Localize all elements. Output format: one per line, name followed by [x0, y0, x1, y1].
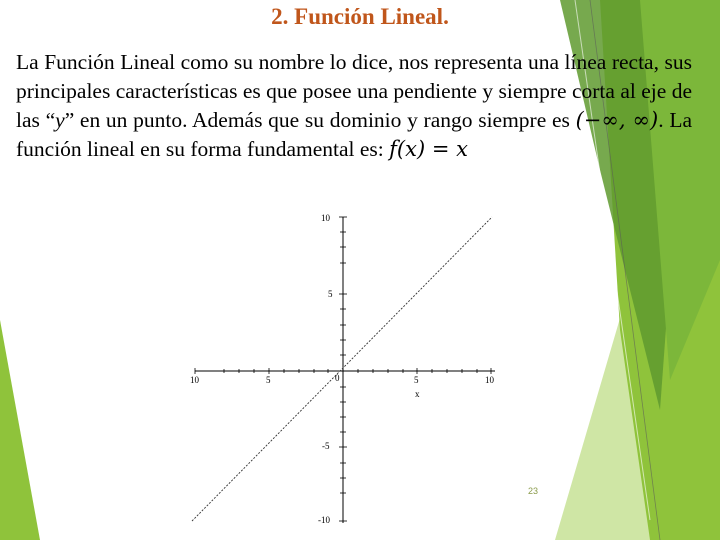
interval-expression: (−∞, ∞) [575, 108, 659, 132]
y-tick-label: -10 [318, 515, 330, 525]
x-tick-label: 0 [335, 373, 340, 383]
formula-expression: f(x) = x [389, 137, 468, 161]
left-green-bar [0, 320, 40, 540]
x-tick-label: 5 [414, 375, 419, 385]
y-tick-label: 10 [321, 213, 330, 223]
function-graph [180, 205, 510, 535]
y-variable: y [55, 108, 65, 132]
y-tick-label: -5 [322, 441, 330, 451]
x-tick-label: 10 [485, 375, 494, 385]
paragraph-part-3: . La función lineal en su forma fundamental es: [16, 108, 692, 161]
y-tick-label: 5 [328, 289, 333, 299]
page-number: 23 [528, 486, 539, 496]
slide-title: 2. Función Lineal. [271, 4, 449, 29]
body-paragraph [16, 48, 692, 164]
paragraph-part-1: La Función Lineal como su nombre lo dice, nos representa una línea recta, sus principales características es que posee una pendiente y siempre corta al eje de las “ [16, 50, 692, 132]
x-tick-label: 10 [190, 375, 199, 385]
x-axis-label: x [415, 389, 420, 399]
paragraph-part-2: ” en un punto. Además que su dominio y rango siempre es [64, 108, 576, 132]
x-tick-label: 5 [266, 375, 271, 385]
